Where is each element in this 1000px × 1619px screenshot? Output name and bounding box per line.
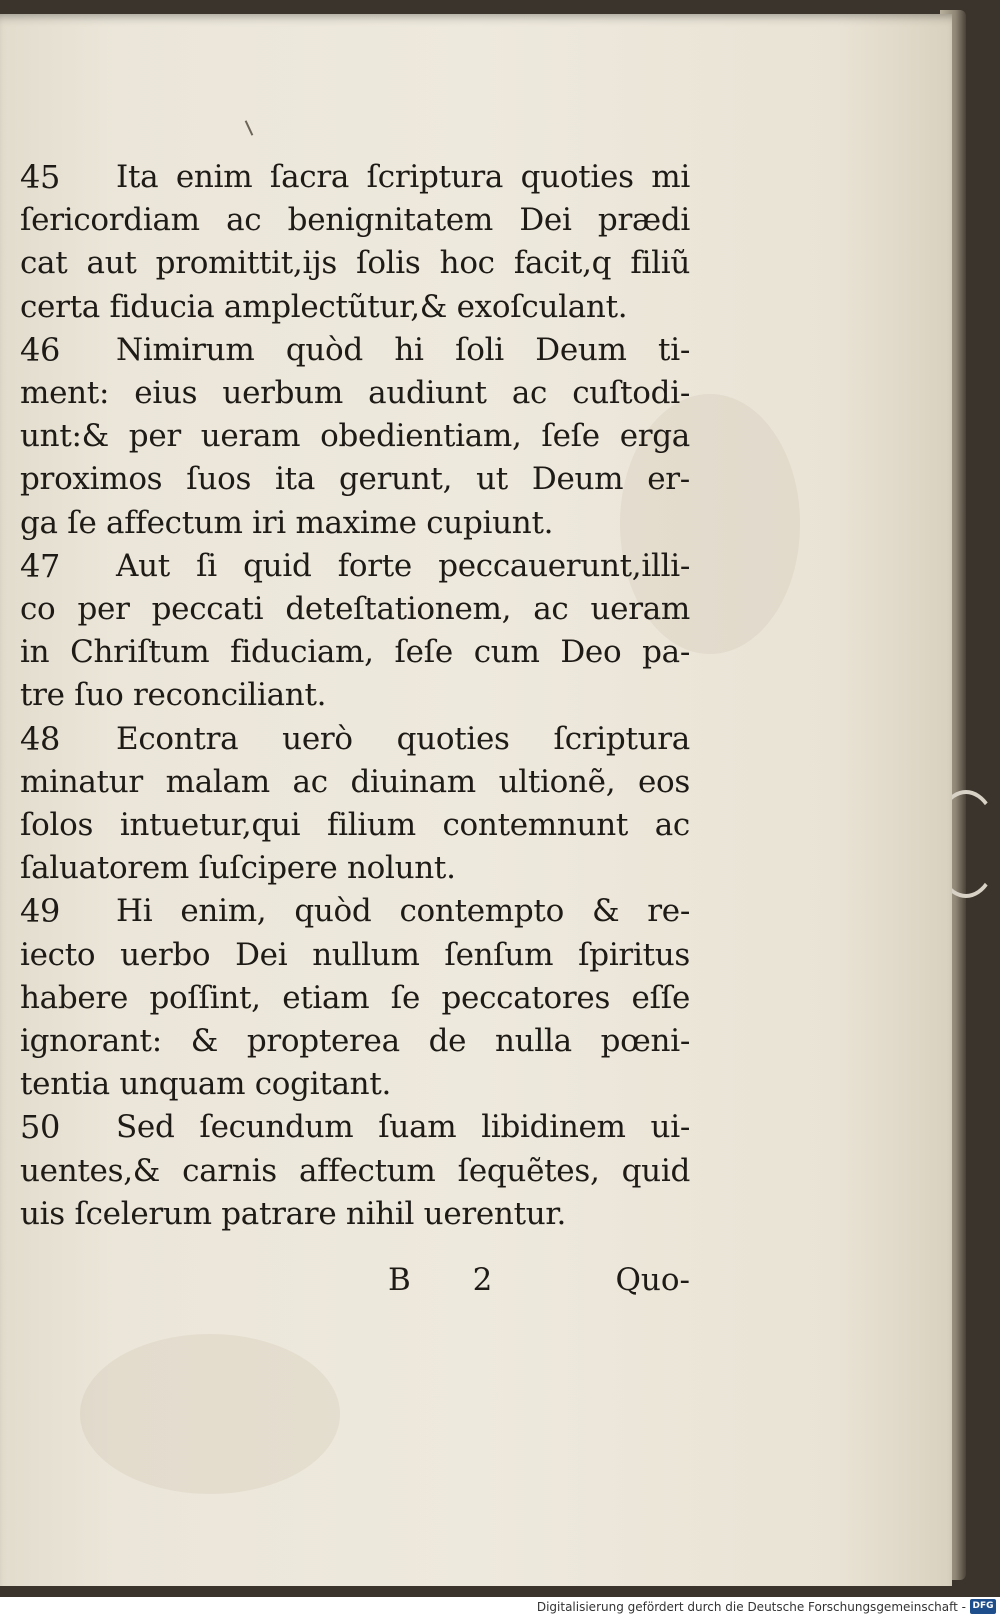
signature-mark: B 2 [388, 1262, 519, 1298]
ink-mark [245, 120, 254, 135]
text-line: ſaluatorem ſuſcipere nolunt. [20, 850, 456, 887]
text-line: minatur malam ac diuinam ultionẽ, eos [20, 763, 690, 800]
text-line [20, 156, 690, 199]
text-line: proximos ſuos ita gerunt, ut Deum er- [20, 461, 690, 498]
text-line [20, 329, 690, 372]
footer-bar [0, 1597, 1000, 1619]
text-line: unt:& per ueram obedientiam, ſeſe erga [20, 418, 690, 455]
text-line: co per peccati deteſtationem, ac ueram [20, 591, 690, 628]
text-line: ſolos intuetur,qui filium contemnunt ac [20, 807, 690, 844]
text-line: cat aut promittit,ijs ſolis hoc facit,q filiũ [20, 245, 690, 282]
verse-text: Ita enim ſacra ſcriptura quoties mi [116, 159, 690, 195]
text-line [20, 718, 690, 761]
catchword: Quo- [615, 1262, 690, 1298]
verse-text: Nimirum quòd hi ſoli Deum ti- [116, 331, 690, 368]
text-line: certa fiducia amplectũtur,& exoſculant. [20, 288, 628, 325]
book-page [0, 14, 952, 1586]
text-line [20, 545, 690, 588]
verse-number: 49 [20, 892, 61, 931]
page-stain [80, 1334, 340, 1494]
text-line: ignorant: & propterea de nulla pœni- [20, 1023, 690, 1060]
text-line: ment: eius uerbum audiunt ac cuſtodi- [20, 375, 690, 412]
page-foot [20, 1262, 690, 1306]
verse-text: Aut ſi quid forte peccauerunt,illi- [116, 547, 690, 584]
body-text [20, 156, 690, 1236]
text-line: uis ſcelerum patrare nihil uerentur. [20, 1195, 567, 1232]
verse-text: Sed ſecundum ſuam libidinem ui- [116, 1109, 690, 1146]
dfg-logo: DFG [970, 1599, 996, 1614]
verse-number: 46 [20, 330, 61, 369]
verse-text: Hi enim, quòd contempto & re- [116, 893, 690, 930]
text-line [20, 890, 690, 933]
text-line [20, 1106, 690, 1149]
text-line: iecto uerbo Dei nullum ſenſum ſpiritus [20, 936, 690, 973]
verse-text: Econtra uerò quoties ſcriptura [116, 720, 690, 757]
text-line: tentia unquam cogitant. [20, 1066, 392, 1103]
verse-number: 50 [20, 1108, 61, 1147]
text-line: tre ſuo reconciliant. [20, 677, 327, 714]
text-line: habere poſſint, etiam ſe peccatores eſſe [20, 979, 690, 1016]
text-line: ſericordiam ac benignitatem Dei prædi [20, 202, 690, 239]
footer-credit: Digitalisierung gefördert durch die Deutsche Forschungsgemeinschaft - [536, 1600, 966, 1614]
verse-number: 48 [20, 719, 61, 758]
text-line: ga ſe affectum iri maxime cupiunt. [20, 504, 554, 541]
verse-number: 45 [20, 158, 61, 196]
text-line: in Chriſtum fiduciam, ſeſe cum Deo pa- [20, 634, 690, 671]
text-line: uentes,& carnis affectum ſequẽtes, quid [20, 1152, 690, 1189]
verse-number: 47 [20, 546, 61, 585]
